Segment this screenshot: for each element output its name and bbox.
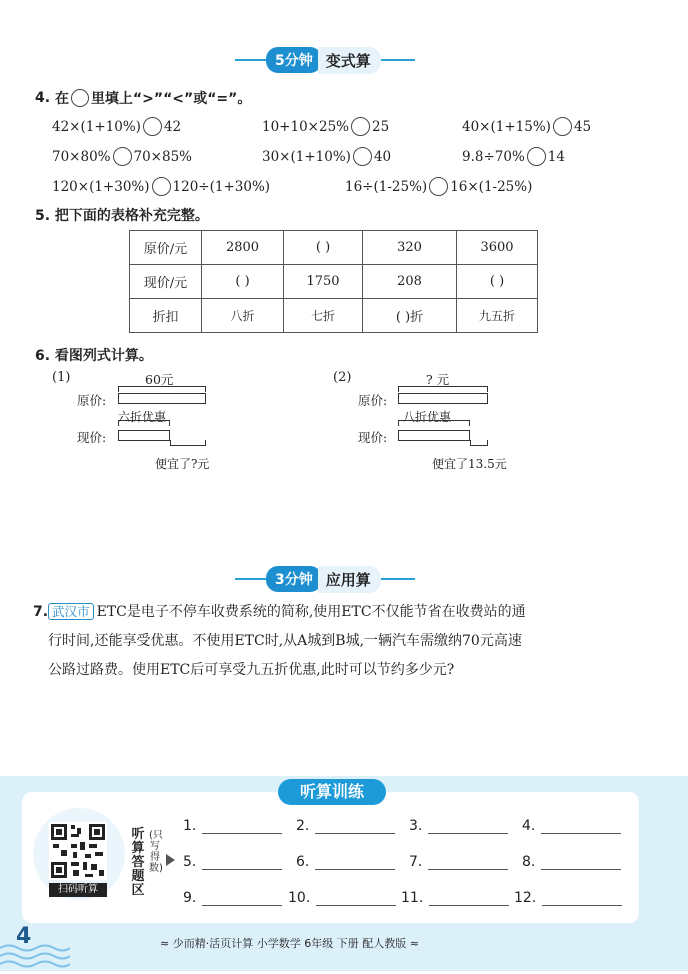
page-number: 4 bbox=[16, 924, 32, 949]
compare-circle[interactable] bbox=[113, 147, 132, 166]
section-time: 5分钟 bbox=[266, 47, 322, 73]
top-brace bbox=[398, 386, 488, 392]
discount-label: 八折优惠 bbox=[403, 410, 452, 424]
section-title: 变式算 bbox=[318, 47, 381, 74]
compare-item: 10+10×25% 25 bbox=[262, 118, 390, 135]
table-row: 原价/元 2800 ( ) 320 3600 bbox=[130, 231, 538, 265]
region-tag: 武汉市 bbox=[48, 603, 94, 620]
compare-circle[interactable] bbox=[152, 177, 171, 196]
answer-blank[interactable]: 1. bbox=[183, 818, 282, 834]
original-price-value: 60元 bbox=[145, 372, 174, 387]
footer-text: ≈ 少而精·活页计算 小学数学 6年级 下册 配人教版 ≈ bbox=[160, 937, 419, 950]
compare-circle[interactable] bbox=[553, 117, 572, 136]
section-badge-3min bbox=[266, 566, 381, 592]
scan-label: 扫码听算 bbox=[49, 883, 107, 897]
original-bar bbox=[118, 393, 206, 404]
answer-blank[interactable]: 10. bbox=[288, 890, 396, 906]
compare-circle[interactable] bbox=[527, 147, 546, 166]
compare-circle[interactable] bbox=[429, 177, 448, 196]
answer-blank[interactable]: 9. bbox=[183, 890, 282, 906]
q7-text bbox=[33, 597, 653, 685]
original-bar bbox=[398, 393, 488, 404]
answer-blank[interactable]: 3. bbox=[409, 818, 508, 834]
q5-heading: 5. 把下面的表格补充完整。 bbox=[35, 208, 209, 224]
compare-item: 16÷(1-25%) 16×(1-25%) bbox=[345, 178, 533, 195]
q7-line: 行时间,还能享受优惠。不使用ETC时,从A城到B城,一辆汽车需缴纳70元高速 bbox=[48, 633, 522, 649]
discount-label: 六折优惠 bbox=[118, 410, 167, 424]
answer-blank[interactable]: 8. bbox=[522, 854, 621, 870]
discount-brace bbox=[118, 420, 170, 426]
original-label: 原价: bbox=[77, 393, 107, 408]
q7-line: 7. 武汉市 ETC是电子不停车收费系统的简称,使用ETC不仅能节省在收费站的通 bbox=[33, 604, 526, 620]
price-table bbox=[129, 230, 538, 333]
compare-item: 40×(1+15%) 45 bbox=[462, 118, 592, 135]
answer-blank[interactable]: 11. bbox=[401, 890, 509, 906]
compare-item: 70×80% 70×85% bbox=[52, 148, 192, 165]
compare-item: 120×(1+30%) 120÷(1+30%) bbox=[52, 178, 271, 195]
listening-title: 听算训练 bbox=[278, 779, 386, 805]
answer-blank[interactable]: 12. bbox=[514, 890, 622, 906]
answer-blank[interactable]: 4. bbox=[522, 818, 621, 834]
top-brace bbox=[118, 386, 206, 392]
saved-label: 便宜了13.5元 bbox=[432, 457, 507, 471]
compare-circle[interactable] bbox=[143, 117, 162, 136]
section-time: 3分钟 bbox=[266, 566, 322, 592]
table-row: 现价/元 ( ) 1750 208 ( ) bbox=[130, 265, 538, 299]
table-row: 折扣 八折 七折 ( )折 九五折 bbox=[130, 299, 538, 333]
answer-blank[interactable]: 6. bbox=[296, 854, 395, 870]
saved-label: 便宜了?元 bbox=[155, 457, 210, 471]
now-bar bbox=[398, 430, 470, 441]
compare-item: 42×(1+10%) 42 bbox=[52, 118, 182, 135]
now-bar bbox=[118, 430, 170, 441]
saved-brace bbox=[170, 440, 206, 446]
q7-line: 公路过路费。使用ETC后可享受九五折优惠,此时可以节约多少元? bbox=[48, 662, 455, 678]
saved-brace bbox=[470, 440, 488, 446]
answer-blank[interactable]: 7. bbox=[409, 854, 508, 870]
answer-area-label: 听算答题区 bbox=[131, 827, 145, 898]
compare-item: 9.8÷70% 14 bbox=[462, 148, 565, 165]
compare-circle[interactable] bbox=[353, 147, 372, 166]
section-badge-5min bbox=[266, 47, 381, 73]
original-label: 原价: bbox=[358, 393, 388, 408]
original-price-value: ? 元 bbox=[426, 372, 450, 387]
q4-heading: 4. 在 里填上“>”“<”或“=”。 bbox=[35, 90, 252, 107]
now-label: 现价: bbox=[77, 430, 107, 445]
arrow-right-icon bbox=[166, 854, 175, 866]
part-label: (1) bbox=[52, 370, 71, 385]
discount-brace bbox=[398, 420, 470, 426]
part-label: (2) bbox=[333, 370, 352, 385]
compare-circle[interactable] bbox=[351, 117, 370, 136]
answer-blank[interactable]: 2. bbox=[296, 818, 395, 834]
circle-icon bbox=[71, 89, 89, 107]
answer-blank[interactable]: 5. bbox=[183, 854, 282, 870]
wave-decoration-icon bbox=[0, 940, 70, 970]
qr-code-icon[interactable] bbox=[49, 822, 107, 880]
section-title: 应用算 bbox=[318, 566, 381, 593]
now-label: 现价: bbox=[358, 430, 388, 445]
q6-heading: 6. 看图列式计算。 bbox=[35, 348, 153, 364]
compare-item: 30×(1+10%) 40 bbox=[262, 148, 392, 165]
answer-note: (只写得数) bbox=[149, 830, 163, 874]
